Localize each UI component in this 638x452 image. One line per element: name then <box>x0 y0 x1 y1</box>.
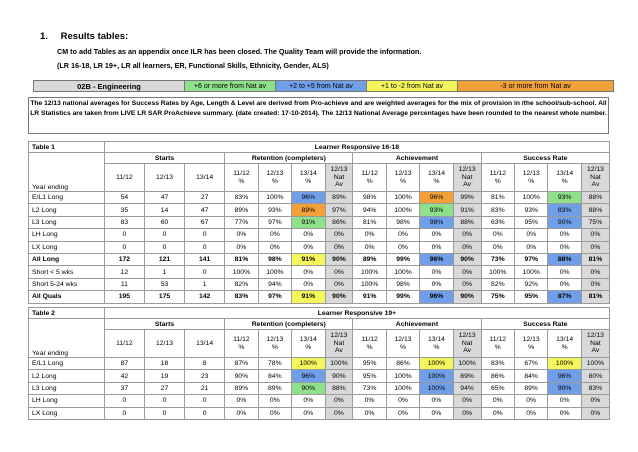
pct-year-header: 12/13 Nat Av <box>453 330 481 358</box>
table-cell: 100% <box>386 370 419 382</box>
table-cell: 0% <box>258 229 291 241</box>
table-cell: 100% <box>353 278 386 290</box>
table-cell: 86% <box>386 358 419 370</box>
pct-year-header: 12/13 % <box>386 330 419 358</box>
table-cell: 89% <box>292 204 325 216</box>
table-cell: 63% <box>481 216 514 228</box>
pct-year-header: 13/14 % <box>420 330 453 358</box>
table-cell: 0 <box>144 395 184 407</box>
table-cell: 97% <box>515 253 548 265</box>
table-cell: 47 <box>185 204 225 216</box>
table-cell: 96% <box>292 192 325 204</box>
table-cell: 90% <box>225 370 258 382</box>
table-cell: 0% <box>453 407 481 419</box>
table-cell: 0% <box>292 229 325 241</box>
retention-header: Retention (completers) <box>225 153 353 164</box>
table-cell: 42 <box>104 370 144 382</box>
section-title: Results tables: <box>60 31 129 42</box>
table-cell: 86% <box>481 370 514 382</box>
table-cell: 87 <box>104 358 144 370</box>
table-cell: 95% <box>515 291 548 303</box>
table-cell: 0% <box>258 395 291 407</box>
table-cell: 82% <box>225 278 258 290</box>
table-cell: 90% <box>453 253 481 265</box>
table-cell: 35 <box>104 204 144 216</box>
pct-year-header: 12/13 % <box>386 164 419 192</box>
table-cell: 0% <box>292 266 325 278</box>
pct-year-header: 13/14 % <box>548 330 581 358</box>
table-cell: 0 <box>104 229 144 241</box>
table-cell: 100% <box>386 204 419 216</box>
table-cell: 0% <box>581 395 609 407</box>
year-header: 13/14 <box>185 330 225 358</box>
table-cell: 97% <box>258 216 291 228</box>
table-cell: 18 <box>144 358 184 370</box>
table-cell: 0% <box>386 395 419 407</box>
table-title: Learner Responsive 16-18 <box>104 142 609 153</box>
table-cell: 90% <box>453 291 481 303</box>
table-cell: 100% <box>420 382 453 394</box>
table-cell: 0% <box>225 229 258 241</box>
table-cell: 14 <box>144 204 184 216</box>
methodology-note: The 12/13 national averages for Success Rates by Age, Length & Level are derived from Pro-achieve and are weighted averages for the mix of provision in /the school/sub-school. All LR Statistics are taken from LIVE LR SAR ProAchieve summary. (date created: 17-10-2014). The 12/13 National Average percentages have been rounded to the nearest whole number. <box>28 97 609 134</box>
table-cell: 0% <box>225 407 258 419</box>
table-cell: 84% <box>258 370 291 382</box>
row-label: LH Long <box>29 229 105 241</box>
pct-year-header: 13/14 % <box>548 164 581 192</box>
table-cell: 93% <box>258 204 291 216</box>
year-header: 13/14 <box>185 164 225 192</box>
table-cell: 0% <box>420 266 453 278</box>
year-header: 12/13 <box>144 330 184 358</box>
table-cell: 0% <box>481 407 514 419</box>
row-label: Short 5-24 wks <box>29 278 105 290</box>
table-cell: 0 <box>185 266 225 278</box>
table-cell: 0% <box>353 395 386 407</box>
table-cell: 0% <box>481 241 514 253</box>
legend-bar <box>33 80 614 92</box>
table-cell: 89% <box>225 204 258 216</box>
table-cell: 0% <box>420 241 453 253</box>
table-cell: 87% <box>225 358 258 370</box>
table-cell: 0% <box>453 229 481 241</box>
table-cell: 95% <box>353 370 386 382</box>
table-cell: 100% <box>420 370 453 382</box>
table-cell: 78% <box>258 358 291 370</box>
table-cell: 83% <box>581 382 609 394</box>
table-cell: 0% <box>420 229 453 241</box>
row-label: E/L1 Long <box>29 358 105 370</box>
row-label: L3 Long <box>29 216 105 228</box>
table-cell: 100% <box>386 382 419 394</box>
table-cell: 0 <box>185 395 225 407</box>
table-cell: 81% <box>353 216 386 228</box>
year-header: 12/13 <box>144 164 184 192</box>
achievement-header: Achievement <box>353 319 481 330</box>
table-cell: 195 <box>104 291 144 303</box>
pct-year-header: 12/13 % <box>258 330 291 358</box>
table-cell: 0% <box>258 407 291 419</box>
table-cell: 100% <box>258 266 291 278</box>
table-cell: 0 <box>185 229 225 241</box>
table-cell: 0 <box>104 407 144 419</box>
table-cell: 0% <box>581 241 609 253</box>
table-cell: 0% <box>548 407 581 419</box>
table-cell: 0% <box>292 395 325 407</box>
table-cell: 0% <box>548 241 581 253</box>
table-cell: 90% <box>325 253 353 265</box>
table-cell: 98% <box>386 278 419 290</box>
table-cell: 81% <box>225 253 258 265</box>
table-cell: 91% <box>353 291 386 303</box>
table-cell: 0 <box>185 241 225 253</box>
table-cell: 89% <box>353 253 386 265</box>
row-label: LH Long <box>29 395 105 407</box>
table-cell: 89% <box>325 192 353 204</box>
table-cell: 142 <box>185 291 225 303</box>
table-cell: 98% <box>386 216 419 228</box>
table-cell: 84% <box>514 370 547 382</box>
table-cell: 73% <box>353 382 386 394</box>
table-cell: 96% <box>292 370 325 382</box>
pct-year-header: 13/14 % <box>292 330 325 358</box>
pct-year-header: 11/12 % <box>353 164 386 192</box>
table-cell: 96% <box>548 370 581 382</box>
table-cell: 121 <box>144 253 184 265</box>
table-cell: 0% <box>292 278 325 290</box>
table-cell: 27 <box>185 192 225 204</box>
table-cell: 95% <box>353 358 386 370</box>
table-cell: 94% <box>258 278 291 290</box>
table-cell: 8 <box>185 358 225 370</box>
table-cell: 0% <box>515 241 548 253</box>
table-cell: 67 <box>185 216 225 228</box>
table-cell: 91% <box>292 291 325 303</box>
table-cell: 0% <box>420 278 453 290</box>
table-cell: 27 <box>144 382 184 394</box>
table-cell: 0% <box>481 229 514 241</box>
table-cell: 100% <box>225 266 258 278</box>
table-cell: 75% <box>581 216 609 228</box>
table-cell: 83% <box>548 204 581 216</box>
table-learner-responsive-16-18 <box>28 141 610 304</box>
table-cell: 81% <box>481 192 514 204</box>
row-label: All Long <box>29 253 105 265</box>
table-cell: 0% <box>514 407 547 419</box>
table-cell: 91% <box>292 253 325 265</box>
table-cell: 23 <box>185 370 225 382</box>
table-cell: 93% <box>548 192 581 204</box>
success-header: Success Rate <box>481 319 609 330</box>
intro-line-2: (LR 16-18, LR 19+, LR all learners, ER, Functional Skills, Ethnicity, Gender, ALS) <box>57 61 329 70</box>
table-cell: 0% <box>325 266 353 278</box>
table-cell: 98% <box>420 216 453 228</box>
starts-header: Starts <box>104 153 224 164</box>
table-cell: 0% <box>325 278 353 290</box>
table-cell: 83% <box>481 204 514 216</box>
section-number: 1. <box>40 31 48 42</box>
retention-header: Retention (completers) <box>225 319 353 330</box>
pct-year-header: 12/13 % <box>514 330 547 358</box>
pct-year-header: 11/12 % <box>353 330 386 358</box>
table-cell: 0% <box>481 395 514 407</box>
table-cell: 88% <box>453 216 481 228</box>
table-cell: 88% <box>325 382 353 394</box>
table-cell: 96% <box>420 192 453 204</box>
table-label: Table 2 <box>29 308 105 319</box>
year-ending-header: Year ending <box>29 319 105 358</box>
table-cell: 99% <box>386 253 419 265</box>
table-cell: 0 <box>144 229 184 241</box>
table-cell: 83% <box>481 358 514 370</box>
department-label: 02B - Engineering <box>34 81 185 92</box>
row-label: LX Long <box>29 241 105 253</box>
table-cell: 0 <box>185 407 225 419</box>
table-cell: 65% <box>481 382 514 394</box>
table-cell: 0% <box>453 278 481 290</box>
table-cell: 81% <box>581 291 609 303</box>
table-cell: 90% <box>548 382 581 394</box>
pct-year-header: 13/14 % <box>292 164 325 192</box>
legend-orange: -3 or more from Nat av <box>458 81 614 92</box>
table-cell: 100% <box>548 358 581 370</box>
table-cell: 0 <box>144 407 184 419</box>
table-cell: 83% <box>225 192 258 204</box>
table-cell: 81% <box>581 253 609 265</box>
table-cell: 98% <box>258 253 291 265</box>
table-cell: 100% <box>515 192 548 204</box>
table-cell: 53 <box>144 278 184 290</box>
table-cell: 0% <box>581 266 609 278</box>
year-header: 11/12 <box>104 164 144 192</box>
table-cell: 86% <box>325 216 353 228</box>
table-cell: 0% <box>514 395 547 407</box>
table-cell: 88% <box>581 204 609 216</box>
table-cell: 97% <box>258 291 291 303</box>
table-cell: 0% <box>548 266 581 278</box>
table-cell: 100% <box>515 266 548 278</box>
table-cell: 89% <box>258 382 291 394</box>
table-cell: 0 <box>144 241 184 253</box>
year-ending-header: Year ending <box>29 153 105 192</box>
table-cell: 89% <box>453 370 481 382</box>
table-cell: 77% <box>225 216 258 228</box>
table-cell: 95% <box>515 216 548 228</box>
table-cell: 82% <box>481 278 514 290</box>
table-title: Learner Responsive 19+ <box>104 308 609 319</box>
table-cell: 75% <box>481 291 514 303</box>
achievement-header: Achievement <box>353 153 481 164</box>
table-cell: 80% <box>581 370 609 382</box>
table-cell: 0% <box>292 407 325 419</box>
table-cell: 100% <box>325 358 353 370</box>
table-label: Table 1 <box>29 142 105 153</box>
table-cell: 96% <box>420 291 453 303</box>
table-learner-responsive-19plus <box>28 307 610 420</box>
table-cell: 0% <box>225 395 258 407</box>
table-cell: 93% <box>420 204 453 216</box>
table-cell: 0% <box>225 241 258 253</box>
table-cell: 0% <box>420 395 453 407</box>
table-cell: 90% <box>548 216 581 228</box>
row-label: L2 Long <box>29 204 105 216</box>
pct-year-header: 11/12 % <box>481 330 514 358</box>
table-cell: 0% <box>453 266 481 278</box>
table-cell: 98% <box>353 192 386 204</box>
table-cell: 100% <box>292 358 325 370</box>
table-cell: 100% <box>453 358 481 370</box>
pct-year-header: 11/12 % <box>225 330 258 358</box>
table-cell: 100% <box>258 192 291 204</box>
table-cell: 100% <box>353 266 386 278</box>
success-header: Success Rate <box>481 153 609 164</box>
table-cell: 90% <box>325 291 353 303</box>
table-cell: 54 <box>104 192 144 204</box>
row-label: E/L1 Long <box>29 192 105 204</box>
table-cell: 88% <box>548 253 581 265</box>
legend-green: +6 or more from Nat av <box>185 81 276 92</box>
table-cell: 172 <box>104 253 144 265</box>
table-cell: 0% <box>386 229 419 241</box>
pct-year-header: 12/13 Nat Av <box>581 330 609 358</box>
pct-year-header: 12/13 Nat Av <box>325 164 353 192</box>
table-cell: 99% <box>453 192 481 204</box>
table-cell: 67% <box>514 358 547 370</box>
table-cell: 0% <box>581 407 609 419</box>
table-cell: 0% <box>548 395 581 407</box>
table-cell: 12 <box>104 266 144 278</box>
table-cell: 0% <box>515 229 548 241</box>
table-cell: 90% <box>292 382 325 394</box>
table-cell: 100% <box>386 192 419 204</box>
table-cell: 141 <box>185 253 225 265</box>
legend-blue: +2 to +5 from Nat av <box>276 81 367 92</box>
intro-line-1: CM to add Tables as an appendix once ILR has been closed. The Quality Team will provide the information. <box>57 47 422 56</box>
table-cell: 90% <box>325 370 353 382</box>
starts-header: Starts <box>104 319 224 330</box>
pct-year-header: 12/13 Nat Av <box>325 330 353 358</box>
table-cell: 21 <box>185 382 225 394</box>
table-cell: 0% <box>353 229 386 241</box>
section-heading <box>40 31 128 42</box>
legend-yellow: +1 to -2 from Nat av <box>367 81 458 92</box>
table-cell: 0% <box>581 278 609 290</box>
table-cell: 92% <box>515 278 548 290</box>
table-cell: 91% <box>292 216 325 228</box>
table-cell: 91% <box>453 204 481 216</box>
table-cell: 0% <box>258 241 291 253</box>
table-cell: 0 <box>104 395 144 407</box>
table-cell: 60 <box>144 216 184 228</box>
table-cell: 94% <box>353 204 386 216</box>
table-cell: 0% <box>548 278 581 290</box>
table-cell: 0% <box>453 241 481 253</box>
table-cell: 100% <box>481 266 514 278</box>
table-cell: 19 <box>144 370 184 382</box>
row-label: LX Long <box>29 407 105 419</box>
pct-year-header: 12/13 % <box>258 164 291 192</box>
table-cell: 0% <box>386 241 419 253</box>
table-cell: 100% <box>420 358 453 370</box>
table-cell: 0% <box>325 407 353 419</box>
table-cell: 11 <box>104 278 144 290</box>
pct-year-header: 11/12 % <box>225 164 258 192</box>
table-cell: 0% <box>325 395 353 407</box>
pct-year-header: 11/12 % <box>481 164 514 192</box>
table-cell: 1 <box>144 266 184 278</box>
table-cell: 87% <box>548 291 581 303</box>
table-cell: 96% <box>420 253 453 265</box>
table-cell: 100% <box>386 266 419 278</box>
table-cell: 89% <box>225 382 258 394</box>
table-cell: 0% <box>353 407 386 419</box>
table-cell: 37 <box>104 382 144 394</box>
table-cell: 0% <box>420 407 453 419</box>
pct-year-header: 12/13 Nat Av <box>581 164 609 192</box>
pct-year-header: 12/13 Nat Av <box>453 164 481 192</box>
table-cell: 83% <box>225 291 258 303</box>
table-cell: 0% <box>453 395 481 407</box>
table-cell: 0% <box>325 229 353 241</box>
year-header: 11/12 <box>104 330 144 358</box>
table-cell: 97% <box>325 204 353 216</box>
pct-year-header: 12/13 % <box>515 164 548 192</box>
table-cell: 0% <box>325 241 353 253</box>
table-cell: 89% <box>514 382 547 394</box>
table-cell: 94% <box>453 382 481 394</box>
row-label: L3 Long <box>29 382 105 394</box>
row-label: L2 Long <box>29 370 105 382</box>
table-cell: 83 <box>104 216 144 228</box>
table-cell: 73% <box>481 253 514 265</box>
table-cell: 0% <box>292 241 325 253</box>
table-cell: 88% <box>581 192 609 204</box>
table-cell: 99% <box>386 291 419 303</box>
row-label: All Quals <box>29 291 105 303</box>
table-cell: 0% <box>353 241 386 253</box>
pct-year-header: 13/14 % <box>420 164 453 192</box>
table-cell: 0% <box>548 229 581 241</box>
table-cell: 93% <box>515 204 548 216</box>
table-cell: 0 <box>104 241 144 253</box>
table-cell: 175 <box>144 291 184 303</box>
table-cell: 1 <box>185 278 225 290</box>
row-label: Short < 5 wks <box>29 266 105 278</box>
table-cell: 100% <box>581 358 609 370</box>
table-cell: 47 <box>144 192 184 204</box>
table-cell: 0% <box>581 229 609 241</box>
table-cell: 0% <box>386 407 419 419</box>
